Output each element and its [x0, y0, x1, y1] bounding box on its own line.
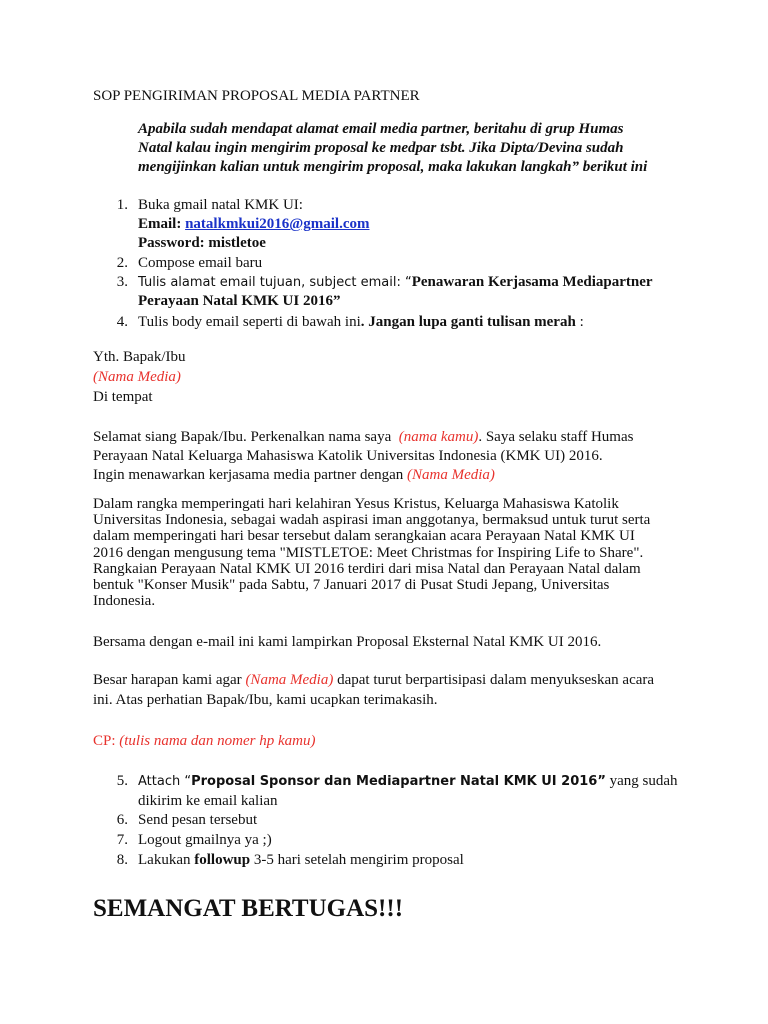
- cp-label: CP:: [93, 733, 120, 749]
- closing-heading: SEMANGAT BERTUGAS!!!: [93, 895, 404, 922]
- text-part: Selamat siang Bapak/Ibu. Perkenalkan nama saya: [93, 429, 392, 445]
- paragraph-line: Universitas Indonesia, sebagai wadah aspirasi iman anggotanya, bermaksud untuk turut serta: [93, 512, 651, 529]
- paragraph-line: Dalam rangka memperingati hari kelahiran Yesus Kristus, Keluarga Mahasiswa Katolik: [93, 496, 619, 512]
- step-text-part: Lakukan: [138, 852, 195, 868]
- step-number: 4.: [116, 314, 128, 330]
- paragraph-attachment: Bersama dengan e-mail ini kami lampirkan Proposal Eksternal Natal KMK UI 2016.: [93, 634, 602, 650]
- step-number: 1.: [116, 197, 128, 213]
- paragraph-intro-line-1: [93, 428, 675, 446]
- media-placeholder: (Nama Media): [93, 369, 181, 385]
- step-text-part: 3-5 hari setelah mengirim proposal: [250, 852, 464, 868]
- intro-line-1: Apabila sudah mendapat alamat email media partner, beritahu di grup Humas: [138, 121, 624, 137]
- step-text: [138, 851, 464, 869]
- step-number: 5.: [116, 773, 128, 789]
- step-text-part: :: [575, 314, 584, 330]
- step-text-bold: followup: [194, 852, 251, 868]
- name-placeholder: (nama kamu): [398, 429, 479, 445]
- text-part: . Saya selaku staff Humas: [478, 429, 634, 445]
- email-line: [138, 215, 369, 233]
- media-placeholder: (Nama Media): [245, 672, 334, 688]
- paragraph-line: Rangkaian Perayaan Natal KMK UI 2016 terdiri dari misa Natal dan Perayaan Natal dalam: [93, 560, 641, 577]
- step-text: [138, 772, 678, 791]
- paragraph-intro-line-3: [93, 466, 675, 484]
- page-title: SOP PENGIRIMAN PROPOSAL MEDIA PARTNER: [93, 88, 420, 104]
- intro-line-3: mengijinkan kalian untuk mengirim proposal, maka lakukan langkah” berikut ini: [138, 159, 648, 175]
- paragraph-line: bentuk "Konser Musik" pada Sabtu, 7 Januari 2017 di Pusat Studi Jepang, Universitas: [93, 577, 610, 594]
- letter-location: Di tempat: [93, 389, 153, 405]
- paragraph-hope-line-2: ini. Atas perhatian Bapak/Ibu, kami ucapkan terimakasih.: [93, 692, 438, 708]
- step-text: Logout gmailnya ya ;): [138, 832, 272, 848]
- password-line: Password: mistletoe: [138, 235, 266, 251]
- paragraph-line: dalam memperingati hari besar tersebut dalam serangkaian acara Perayaan Natal KMK UI: [93, 528, 635, 545]
- step-number: 2.: [116, 255, 128, 271]
- paragraph-line: 2016 dengan mengusung tema "MISTLETOE: Meet Christmas for Inspiring Life to Share".: [93, 544, 644, 561]
- text-part: dapat turut berpartisipasi dalam menyukseskan acara: [337, 672, 655, 688]
- subject-text: Penawaran Kerjasama Mediapartner: [411, 274, 653, 290]
- step-text: [138, 273, 653, 292]
- email-link[interactable]: natalkmkui2016@gmail.com: [185, 216, 370, 232]
- step-text: Compose email baru: [138, 255, 263, 271]
- media-placeholder: (Nama Media): [407, 467, 495, 483]
- paragraph-line: Indonesia.: [93, 593, 156, 610]
- intro-line-2: Natal kalau ingin mengirim proposal ke medpar tsbt. Jika Dipta/Devina sudah: [138, 140, 624, 156]
- attachment-name: Proposal Sponsor dan Mediapartner Natal KMK UI 2016”: [191, 774, 606, 789]
- cp-placeholder: (tulis nama dan nomer hp kamu): [119, 733, 316, 749]
- paragraph-intro-line-2: Perayaan Natal Keluarga Mahasiswa Katolik Universitas Indonesia (KMK UI) 2016.: [93, 448, 603, 464]
- paragraph-hope-line-1: [93, 671, 675, 689]
- letter-greeting: Yth. Bapak/Ibu: [93, 349, 186, 365]
- step-text-bold: . Jangan lupa ganti tulisan merah: [360, 314, 576, 330]
- step-text: [138, 313, 584, 331]
- step-text-part: Tulis alamat email tujuan, subject email: “: [138, 275, 412, 290]
- step-number: 3.: [116, 274, 128, 290]
- step-number: 8.: [116, 852, 128, 868]
- step-text-part: Attach “: [138, 774, 192, 789]
- text-part: Ingin menawarkan kerjasama media partner dengan: [93, 467, 404, 483]
- step-text-part: yang sudah: [605, 773, 678, 789]
- step-number: 7.: [116, 832, 128, 848]
- step-number: 6.: [116, 812, 128, 828]
- step-text: Send pesan tersebut: [138, 812, 258, 828]
- contact-person: [93, 732, 316, 750]
- text-part: Besar harapan kami agar: [93, 672, 242, 688]
- step-text: Buka gmail natal KMK UI:: [138, 197, 303, 213]
- step-text-part: Tulis body email seperti di bawah ini: [138, 314, 361, 330]
- step-text-line-2: dikirim ke email kalian: [138, 793, 278, 809]
- paragraph-body: [93, 496, 675, 609]
- email-label: Email:: [138, 216, 186, 232]
- subject-text-line-2: Perayaan Natal KMK UI 2016”: [138, 293, 341, 309]
